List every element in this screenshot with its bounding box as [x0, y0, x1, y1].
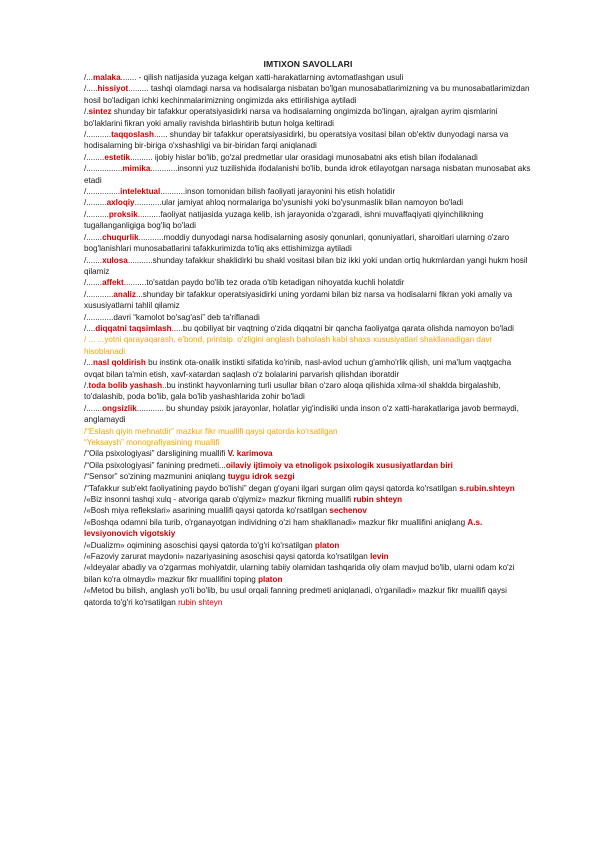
- question-text: ...........moddiy dunyodagi narsa hodisalarning asosiy qonunlari, qonuniyatlari, sharoitlari ularning o'zaro bog'lanishlari munosabatlarini tafakkurimizda to'liq aks ettishimizga aytiladi: [84, 232, 510, 254]
- question-text: /........: [84, 152, 105, 162]
- question-line: [84, 209, 532, 232]
- question-text: ...........inson tomonidan bilish faoliyati jarayonini his etish holatidir: [160, 187, 396, 197]
- question-line: [84, 471, 532, 482]
- answer-text: platon: [314, 540, 340, 550]
- question-text: /.......: [84, 232, 103, 242]
- question-line: [84, 483, 532, 494]
- question-text: /«Bosh miya reflekslari» asarining muallifi qaysi qatorda ko'rsatilgan: [84, 506, 330, 516]
- question-line: [84, 289, 532, 312]
- question-text: ..........faoliyat natijasida yuzaga kelib, ish jarayonida o'zgaradi, ishni muvaffaqiyati qiyinchilikning tugallanganligiga bog'liq bo'ladi: [84, 209, 484, 231]
- page-title: IMTIXON SAVOLLARI: [263, 59, 353, 69]
- answer-text: analiz: [113, 289, 136, 299]
- note-text: / ... ...yotni qarayaqarash, e'bond, printsip. o'zligini anglash bahoIash kabi shaxs xususiyatlari shakllanadigan davr hisoblanadi: [84, 335, 493, 356]
- question-text: bu instink ota-onalik instikti sifatida ko'rinib, nasl-avlod uchun g'amho'rlik qilish, uni ma'lum vaqtgacha ovqat bilan ta'min etish, xavf-xatardan saqlash o'z bolalarini parvarish qilishdan iboratdir: [84, 358, 512, 379]
- question-line: [84, 163, 532, 186]
- answer-text: tuygu idrok sezgi: [227, 472, 295, 482]
- question-text: .....bu qobiliyat bir vaqtning o'zida diqqatni bir qancha faoliyatga qarata olishda namoyon bo'ladi: [171, 323, 514, 333]
- answer-text: estetik: [104, 152, 131, 162]
- question-text: /«Fazoviy zarurat maydoni» nazariyasining asoschisi qaysi qatorda ko'rsatilgan: [84, 552, 371, 562]
- question-line: [84, 72, 532, 83]
- question-text: /............: [84, 289, 114, 299]
- question-line: [84, 403, 532, 426]
- question-text: ..........to'satdan paydo bo'lib tez orada o'tib ketadigan nihoyatda kuchli holatdir: [123, 278, 405, 288]
- question-text: /.: [84, 380, 89, 390]
- answer-text: malaka: [93, 73, 121, 82]
- note-text: /“EsIash qiyin mehnatdir” mazkur fikr muallifi qaysi qatorda ko'rsatilgan: [84, 426, 338, 436]
- question-text: /...........: [84, 130, 112, 140]
- note-text: “Yeksaysh” monografiyasining muallifi: [84, 438, 220, 447]
- answer-text: mimika: [122, 164, 151, 174]
- question-text: /..........: [84, 209, 109, 219]
- question-text: /.....: [84, 84, 98, 94]
- question-line: [84, 129, 532, 152]
- question-line: [84, 83, 532, 106]
- answer-text: toda bolib yashash: [88, 380, 163, 390]
- question-line: [84, 255, 532, 278]
- question-line: [84, 448, 532, 459]
- question-text: /«Boshqa odamni bila turib, o'rganayotgan individning o'zi ham shakllanadi» mazkur fikr muallifini aniqlang: [84, 517, 468, 527]
- question-text: /.: [84, 107, 89, 117]
- question-line: [84, 551, 532, 562]
- question-text: /«Biz insonni tashqi xulq - atvoriga qarab o'qiymiz» mazkur fikrning muallifi: [84, 495, 354, 505]
- question-text: /«Ideyalar abadiy va o'zgarmas mohiyatdir, ularning tabiiy olamidan tashqarida oliy olam mavjud bo'lib, ularni odam ko'zi bilan ko'ra olmaydi» mazkur fikr muallifini toping: [84, 563, 515, 584]
- question-text: /.........: [84, 198, 107, 208]
- answer-text: rubin shteyn: [178, 597, 223, 607]
- question-text: /“Sensor” so'zining mazmunini aniqlang: [84, 472, 228, 482]
- question-text: /...............: [84, 187, 121, 197]
- answer-text: sintez: [88, 107, 112, 117]
- question-text: ......... tashqi olamdagi narsa va hodisalarga nisbatan bo'lgan munosabatlarimizning va bu munosabatlarimizdan hosil bo'ladigan ichki kechinmalarimizning ongimizda aks ettirilishiga aytiladi: [84, 84, 530, 105]
- question-text: ............insonni yuz tuzilishida ifodalanishi bo'lib, bunda idrok etilayotgan narsaga nisbatan munosabat aks etadi: [84, 164, 531, 185]
- answer-text: rubin shteyn: [353, 495, 403, 505]
- question-text: /............davri “kamolot bo'sag'asi” deb ta'riflanadi: [84, 312, 260, 322]
- question-text: .......... ijobiy hislar bo'lib, go'zal predmetlar ular orasidagi munosabatni aks etish bilan ifodalanadi: [130, 152, 478, 162]
- question-text: /.......: [84, 278, 103, 288]
- question-line: [84, 517, 532, 540]
- question-line: [84, 437, 532, 448]
- question-line: [84, 323, 532, 334]
- question-text: /.......: [84, 255, 103, 265]
- answer-text: A.s. levsiyonovich vigotskiy: [84, 517, 483, 539]
- answer-text: platon: [258, 574, 283, 584]
- answer-text: s.rubin.shteyn: [459, 483, 515, 493]
- question-text: shunday bir tafakkur operatsiyasidirki narsa va hodisalarning ongimizda bo'lingan, ajralgan ayrim qismlarini bo'laklarini fikran yoki amaliy ravishda birlashtirib butun holga keltiradi: [84, 107, 498, 128]
- question-line: [84, 334, 532, 357]
- answer-text: affekt: [102, 278, 124, 288]
- question-line: [84, 494, 532, 505]
- question-line: [84, 380, 532, 403]
- question-text: /...: [84, 358, 94, 368]
- answer-text: diqqatni taqsimlash: [95, 323, 172, 333]
- question-text: /.......: [84, 403, 103, 413]
- question-text: ...shunday bir tafakkur operatsiyasidirki uning yordami bilan biz narsa va hodisalarni fikran yoki amaliy va xususiyatlarni tahlil qilamiz: [84, 289, 513, 311]
- answer-text: intelektual: [120, 187, 161, 197]
- question-line: [84, 197, 532, 208]
- question-line: [84, 152, 532, 163]
- answer-text: oilaviy ijtimoiy va etnoligok psixologik xususiyatlardan biri: [225, 460, 453, 470]
- question-text: ............ular jamiyat ahloq normalariga bo'ysunishi yoki bo'ysunmaslik bilan namoyon bo'ladi: [134, 198, 464, 208]
- question-text: /“Tafakkur sub'ekt faoliyatining paydo bo'lishi” degan g'oyani ilgari surgan olim qaysi qatorda ko'rsatilgan: [84, 483, 460, 493]
- question-line: [84, 106, 532, 129]
- question-line: [84, 426, 532, 437]
- answer-text: hissiyot: [97, 84, 129, 94]
- answer-text: axloqiy: [106, 198, 135, 208]
- answer-text: ongsizlik: [102, 403, 137, 413]
- question-text: /“Oila psixologiyasi” darsligining muallifi: [84, 449, 228, 459]
- answer-text: sechenov: [329, 506, 367, 516]
- question-line: [84, 460, 532, 471]
- answer-text: taqqoslash: [111, 130, 154, 140]
- question-text: /«Metod bu bilish, anglash yo'li bo'lib, bu usul orqali fanning predmeti aniqlanadi, o'rganiladi» mazkur fikr muallifi qaysi qatorda to'g'ri ko'rsatilgan: [84, 586, 507, 607]
- question-line: [84, 312, 532, 323]
- question-text: /................: [84, 164, 123, 174]
- question-text: ...........shunday tafakkur shaklidirki bu shakl vositasi bilan biz ikki yoki undan ortiq hukmlardan yangi hukm hosil qilamiz: [84, 255, 528, 276]
- answer-text: xulosa: [102, 255, 128, 265]
- question-line: [84, 585, 532, 608]
- question-list: [84, 72, 532, 608]
- question-line: [84, 186, 532, 197]
- question-text: /«Dualizm» oqimining asoschisi qaysi qatorda to'g'ri ko'rsatilgan: [84, 540, 315, 550]
- question-text: /...: [84, 73, 94, 82]
- question-text: ..bu instinkt hayvonlarning turli usullar bilan o'zaro aloqa qilishida xilma-xil shaklda birgalashib, to'dalashib, poda bo'lib, gala bo'lib yashashlarida zohir bo'ladi: [84, 380, 501, 402]
- question-text: /....: [84, 323, 96, 333]
- question-text: ....... - qilish natijasida yuzaga kelgan xatti-harakatlarning avtomatlashgan usuli: [120, 73, 404, 82]
- question-line: [84, 505, 532, 516]
- question-line: [84, 540, 532, 551]
- answer-text: nasl qoldirish: [93, 358, 146, 368]
- answer-text: proksik: [108, 209, 138, 219]
- question-text: ...... shunday bir tafakkur operatsiyasidirki, bu operatsiya vositasi bilan ob'ektiv dunyodagi narsa va hodisalarning bir-biriga o'xshashligi va bir-biridan farqi aniqlanadi: [84, 130, 509, 151]
- question-text: /“Oila psixologiyasi” fanining predmeti...: [84, 460, 226, 470]
- question-line: [84, 562, 532, 585]
- answer-text: levin: [370, 552, 389, 562]
- question-text: ............ bu shunday psixik jarayonlar, holatlar yig'indisiki unda inson o'z xatti-harakatlariga javob bermaydi, anglamaydi: [84, 403, 519, 425]
- question-line: [84, 277, 532, 288]
- answer-text: V. karimova: [227, 449, 273, 459]
- question-line: [84, 232, 532, 255]
- answer-text: chuqurlik: [102, 232, 139, 242]
- question-line: [84, 357, 532, 380]
